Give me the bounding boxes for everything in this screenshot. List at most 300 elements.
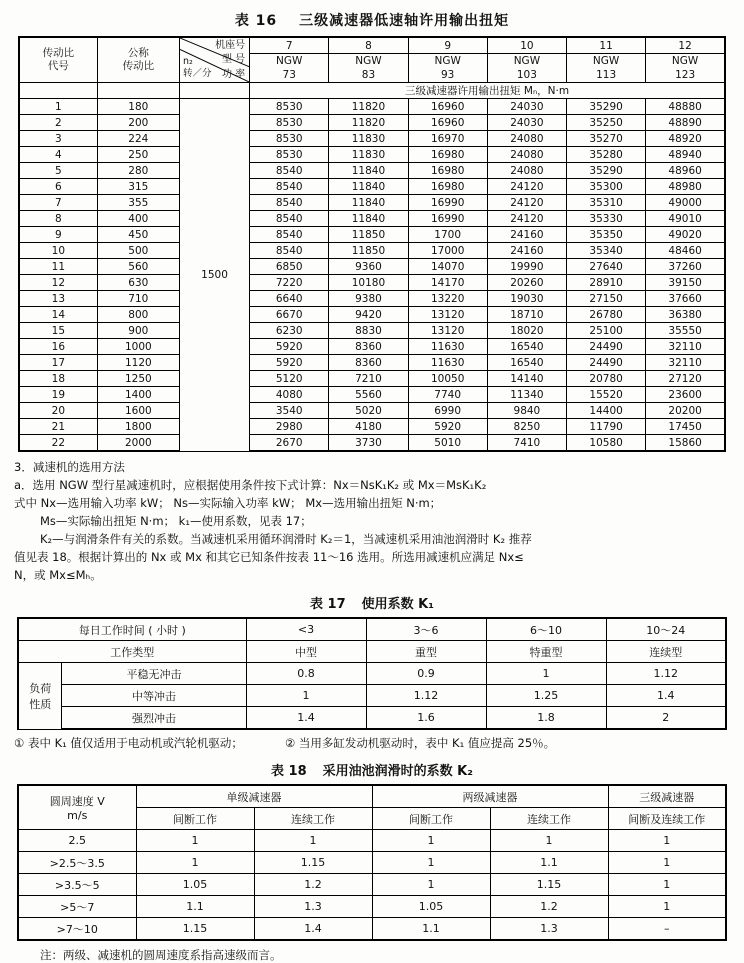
row-ratio: 630: [97, 275, 179, 291]
table18-cell: –: [608, 918, 726, 941]
row-val: 23600: [646, 387, 725, 403]
row-val: 6850: [250, 259, 329, 275]
row-code: 8: [19, 211, 97, 227]
row-code: 17: [19, 355, 97, 371]
table18-sub-header: 间断工作: [372, 808, 490, 830]
table16-blank-cell: [97, 83, 179, 99]
table17-title-text: 使用系数 K₁: [361, 597, 434, 612]
table-row: [18, 918, 726, 941]
row-val: 13220: [408, 291, 487, 307]
row-val: 11850: [329, 227, 408, 243]
table-row: [19, 435, 725, 452]
row-ratio: 2000: [97, 435, 179, 452]
row-val: 17000: [408, 243, 487, 259]
table16-span-header: 三级减速器许用输出扭矩 Mₙ，N·m: [250, 83, 725, 99]
row-val: 24080: [487, 131, 566, 147]
table18-cell: 1.3: [490, 918, 608, 941]
row-val: 10580: [567, 435, 646, 452]
table17-row-label: 平稳无冲击: [62, 663, 246, 685]
table17-type-value: 特重型: [486, 641, 606, 663]
row-ratio: 800: [97, 307, 179, 323]
row-val: 20780: [567, 371, 646, 387]
table16-frame-no: 12: [646, 37, 725, 54]
row-val: 24160: [487, 227, 566, 243]
row-val: 8360: [329, 339, 408, 355]
table18-cell: 1.15: [490, 874, 608, 896]
row-val: 16960: [408, 115, 487, 131]
row-val: 48890: [646, 115, 725, 131]
table18-cell: 1: [372, 874, 490, 896]
table-row: [19, 179, 725, 195]
row-val: 24120: [487, 211, 566, 227]
table18-cell: 1.3: [254, 896, 372, 918]
table18-sub-header: 间断工作: [136, 808, 254, 830]
row-code: 19: [19, 387, 97, 403]
table17-header-types: [18, 641, 726, 663]
table18-cell: 1.4: [254, 918, 372, 941]
row-val: 11830: [329, 131, 408, 147]
table16-col-nominal-ratio: 公称 传动比: [97, 37, 179, 83]
table17-cell: 0.9: [366, 663, 486, 685]
table17-cell: 1: [486, 663, 606, 685]
row-val: 3540: [250, 403, 329, 419]
table-row: [19, 403, 725, 419]
row-val: 37260: [646, 259, 725, 275]
table17-footnote-1: ① 表中 K₁ 值仅适用于电动机或汽轮机驱动；: [14, 736, 243, 750]
row-val: 14140: [487, 371, 566, 387]
row-val: 48960: [646, 163, 725, 179]
row-code: 7: [19, 195, 97, 211]
table-row: [19, 371, 725, 387]
table18-cell: 1.1: [136, 896, 254, 918]
row-val: 24030: [487, 115, 566, 131]
table-row: [18, 707, 726, 730]
table18-cell: 1.05: [372, 896, 490, 918]
row-val: 5920: [250, 339, 329, 355]
row-val: 5010: [408, 435, 487, 452]
row-val: 8830: [329, 323, 408, 339]
table18-group-single: 单级减速器: [136, 785, 372, 808]
row-val: 5020: [329, 403, 408, 419]
row-ratio: 900: [97, 323, 179, 339]
row-val: 18020: [487, 323, 566, 339]
table16-frame-no: 8: [329, 37, 408, 54]
table17-cell: 1.12: [606, 663, 726, 685]
row-val: 35310: [567, 195, 646, 211]
row-ratio: 710: [97, 291, 179, 307]
table18-cell: 1: [608, 852, 726, 874]
row-val: 11840: [329, 211, 408, 227]
table18-title-number: 表 18: [271, 764, 307, 779]
table17-type-value: 重型: [366, 641, 486, 663]
table-row: [19, 115, 725, 131]
section3-line-a: a．选用 NGW 型行星减速机时，应根据使用条件按下式计算：Nx＝NsK₁K₂ 或 Mx＝MsK₁K₂: [14, 478, 487, 492]
row-ratio: 1250: [97, 371, 179, 387]
table18-speed-header: 圆周速度 V m/s: [18, 785, 136, 830]
row-val: 8530: [250, 99, 329, 115]
row-val: 35550: [646, 323, 725, 339]
table17-cell: 0.8: [246, 663, 366, 685]
table-row: [19, 355, 725, 371]
table16-title-text: 三级减速器低速轴许用输出扭矩: [299, 13, 510, 29]
row-val: 16980: [408, 163, 487, 179]
row-code: 4: [19, 147, 97, 163]
table16-model: NGW 93: [408, 54, 487, 83]
row-val: 13120: [408, 307, 487, 323]
table17-type-value: 连续型: [606, 641, 726, 663]
table18-sub-header: 间断及连续工作: [608, 808, 726, 830]
table18-cell: 1: [608, 896, 726, 918]
table16-model: NGW 83: [329, 54, 408, 83]
row-val: 16980: [408, 147, 487, 163]
table18-cell: 1: [254, 830, 372, 852]
row-val: 17450: [646, 419, 725, 435]
row-ratio: 1120: [97, 355, 179, 371]
table18-speed: 2.5: [18, 830, 136, 852]
row-val: 19990: [487, 259, 566, 275]
row-val: 26780: [567, 307, 646, 323]
row-val: 16540: [487, 339, 566, 355]
row-val: 8540: [250, 179, 329, 195]
row-ratio: 180: [97, 99, 179, 115]
table18-sub-header: 连续工作: [254, 808, 372, 830]
row-val: 11340: [487, 387, 566, 403]
table17-hours-value: 6～10: [486, 618, 606, 641]
row-val: 48920: [646, 131, 725, 147]
row-val: 49000: [646, 195, 725, 211]
row-ratio: 450: [97, 227, 179, 243]
table16-frame-no: 10: [487, 37, 566, 54]
row-ratio: 1000: [97, 339, 179, 355]
table18-speed: >3.5～5: [18, 874, 136, 896]
row-val: 32110: [646, 339, 725, 355]
row-val: 20260: [487, 275, 566, 291]
table17-hours-value: 3～6: [366, 618, 486, 641]
row-code: 13: [19, 291, 97, 307]
row-val: 24080: [487, 147, 566, 163]
corner-label-frame-no: 机座号: [215, 40, 246, 51]
row-val: 8540: [250, 227, 329, 243]
table-row: [18, 896, 726, 918]
table18-cell: 1: [608, 830, 726, 852]
table18-speed: >2.5～3.5: [18, 852, 136, 874]
row-val: 11630: [408, 339, 487, 355]
row-ratio: 250: [97, 147, 179, 163]
table18-cell: 1: [372, 830, 490, 852]
row-code: 18: [19, 371, 97, 387]
row-ratio: 280: [97, 163, 179, 179]
table17-type-label: 工作类型: [18, 641, 246, 663]
table18-header-groups: [18, 785, 726, 808]
row-val: 9840: [487, 403, 566, 419]
row-val: 35350: [567, 227, 646, 243]
table18-group-double: 两级减速器: [372, 785, 608, 808]
table16-frame-no: 9: [408, 37, 487, 54]
table18-sub-header: 连续工作: [490, 808, 608, 830]
row-val: 18710: [487, 307, 566, 323]
table18-title: [0, 760, 744, 779]
row-rpm: 1500: [179, 99, 249, 452]
table-row: [19, 147, 725, 163]
table17-cell: 1.25: [486, 685, 606, 707]
row-val: 7210: [329, 371, 408, 387]
table17-cell: 1.12: [366, 685, 486, 707]
row-val: 16990: [408, 195, 487, 211]
table18-cell: 1.15: [136, 918, 254, 941]
table-row: [19, 275, 725, 291]
row-code: 6: [19, 179, 97, 195]
row-val: 9420: [329, 307, 408, 323]
table18-cell: 1.2: [254, 874, 372, 896]
table18-cell: 1: [372, 852, 490, 874]
row-val: 11820: [329, 99, 408, 115]
row-val: 11840: [329, 195, 408, 211]
row-code: 11: [19, 259, 97, 275]
corner-label-model: 型 号: [221, 54, 246, 65]
row-code: 12: [19, 275, 97, 291]
table-row: [18, 663, 726, 685]
row-val: 48460: [646, 243, 725, 259]
row-val: 16540: [487, 355, 566, 371]
table-row: [19, 195, 725, 211]
table18: [17, 784, 727, 941]
table-row: [18, 830, 726, 852]
row-val: 37660: [646, 291, 725, 307]
table-row: [19, 163, 725, 179]
section3-line-b3: K₂—与润滑条件有关的系数。当减速机采用循环润滑时 K₂＝1，当减速机采用油池润滑时 K₂ 推荐: [40, 532, 532, 546]
table17-cell: 1.8: [486, 707, 606, 730]
row-code: 21: [19, 419, 97, 435]
row-val: 14170: [408, 275, 487, 291]
row-val: 32110: [646, 355, 725, 371]
table18-speed: >7～10: [18, 918, 136, 941]
table-row: [18, 874, 726, 896]
row-val: 39150: [646, 275, 725, 291]
row-val: 27120: [646, 371, 725, 387]
row-val: 11820: [329, 115, 408, 131]
row-val: 14400: [567, 403, 646, 419]
table17-footnote-2: ② 当用多缸发动机驱动时，表中 K₁ 值应提高 25％。: [284, 736, 556, 750]
table-row: [19, 307, 725, 323]
row-val: 35250: [567, 115, 646, 131]
row-code: 16: [19, 339, 97, 355]
row-val: 35290: [567, 99, 646, 115]
page: [0, 10, 744, 962]
section3-line-b5: N，或 Mx≤Mₕ。: [14, 568, 102, 582]
table18-cell: 1.1: [490, 852, 608, 874]
row-ratio: 560: [97, 259, 179, 275]
row-val: 24160: [487, 243, 566, 259]
row-val: 27640: [567, 259, 646, 275]
row-val: 11630: [408, 355, 487, 371]
table16-title: [0, 10, 744, 30]
table18-cell: 1: [136, 852, 254, 874]
row-val: 15520: [567, 387, 646, 403]
row-val: 36380: [646, 307, 725, 323]
row-val: 8540: [250, 243, 329, 259]
row-val: 35270: [567, 131, 646, 147]
row-val: 3730: [329, 435, 408, 452]
table16-corner-header: [179, 37, 249, 83]
row-val: 1700: [408, 227, 487, 243]
row-ratio: 1800: [97, 419, 179, 435]
row-ratio: 500: [97, 243, 179, 259]
row-val: 49020: [646, 227, 725, 243]
table-row: [19, 323, 725, 339]
section3-line-b2: Ms—实际输出扭矩 N·m； k₁—使用系数，见表 17；: [40, 514, 312, 528]
table17-header-hours: [18, 618, 726, 641]
row-val: 5920: [250, 355, 329, 371]
row-ratio: 1600: [97, 403, 179, 419]
row-val: 24490: [567, 355, 646, 371]
row-ratio: 315: [97, 179, 179, 195]
table-row: [19, 99, 725, 115]
table17-cell: 1.6: [366, 707, 486, 730]
table-row: [19, 243, 725, 259]
row-code: 1: [19, 99, 97, 115]
row-val: 6990: [408, 403, 487, 419]
row-val: 24120: [487, 179, 566, 195]
table17-cell: 1.4: [246, 707, 366, 730]
table18-cell: 1: [490, 830, 608, 852]
table18-speed: >5～7: [18, 896, 136, 918]
table-row: [19, 387, 725, 403]
table17-footnotes: [14, 735, 730, 751]
section3-line-b4: 值见表 18。根据计算出的 Nx 或 Mx 和其它已知条件按表 11～16 选用。所选用减速机应满足 Nx≤: [14, 550, 524, 564]
section3-heading: 3．减速机的选用方法: [14, 460, 125, 474]
table-row: [19, 291, 725, 307]
row-val: 2980: [250, 419, 329, 435]
row-val: 24080: [487, 163, 566, 179]
table17-hours-label: 每日工作时间 ( 小时 ): [18, 618, 246, 641]
table17-cell: 1.4: [606, 685, 726, 707]
row-val: 7740: [408, 387, 487, 403]
row-ratio: 200: [97, 115, 179, 131]
row-val: 16990: [408, 211, 487, 227]
row-code: 22: [19, 435, 97, 452]
table-row: [19, 131, 725, 147]
row-val: 9360: [329, 259, 408, 275]
row-val: 5920: [408, 419, 487, 435]
corner-label-n2: n₂: [182, 56, 193, 67]
row-ratio: 400: [97, 211, 179, 227]
row-val: 5560: [329, 387, 408, 403]
table18-cell: 1: [608, 874, 726, 896]
corner-label-rpm-unit: 转／分: [182, 68, 212, 79]
table17-cell: 1: [246, 685, 366, 707]
row-ratio: 1400: [97, 387, 179, 403]
row-val: 8540: [250, 195, 329, 211]
row-val: 6230: [250, 323, 329, 339]
table17-title: [0, 593, 744, 612]
table-row: [19, 211, 725, 227]
row-val: 11840: [329, 163, 408, 179]
row-val: 35280: [567, 147, 646, 163]
table17-row-label: 中等冲击: [62, 685, 246, 707]
row-val: 13120: [408, 323, 487, 339]
table17-vertical-label: 负荷 性质: [18, 663, 62, 730]
table18-cell: 1.05: [136, 874, 254, 896]
table17-type-value: 中型: [246, 641, 366, 663]
table16-col-ratio-code: 传动比 代号: [19, 37, 97, 83]
row-val: 25100: [567, 323, 646, 339]
row-val: 6640: [250, 291, 329, 307]
row-val: 11850: [329, 243, 408, 259]
row-val: 11790: [567, 419, 646, 435]
row-val: 8540: [250, 211, 329, 227]
row-val: 27150: [567, 291, 646, 307]
row-val: 10050: [408, 371, 487, 387]
row-val: 48880: [646, 99, 725, 115]
row-val: 11830: [329, 147, 408, 163]
table17: [17, 617, 727, 730]
row-val: 8530: [250, 115, 329, 131]
table18-cell: 1.1: [372, 918, 490, 941]
row-val: 15860: [646, 435, 725, 452]
table17-hours-value: 10～24: [606, 618, 726, 641]
row-val: 24490: [567, 339, 646, 355]
row-val: 48940: [646, 147, 725, 163]
row-val: 4180: [329, 419, 408, 435]
table16-model: NGW 123: [646, 54, 725, 83]
row-val: 49010: [646, 211, 725, 227]
row-val: 24120: [487, 195, 566, 211]
table17-row-label: 强烈冲击: [62, 707, 246, 730]
row-code: 9: [19, 227, 97, 243]
table16-blank-cell: [19, 83, 97, 99]
table16-blank-cell: [179, 83, 249, 99]
corner-label-power: 功 率: [221, 69, 246, 80]
row-val: 8530: [250, 131, 329, 147]
row-val: 24030: [487, 99, 566, 115]
section3-line-b1: 式中 Nx—选用输入功率 kW； Ns—实际输入功率 kW； Mx—选用输出扭矩 N·m；: [14, 496, 442, 510]
row-val: 4080: [250, 387, 329, 403]
row-val: 7410: [487, 435, 566, 452]
table17-cell: 2: [606, 707, 726, 730]
table-row: [19, 227, 725, 243]
row-val: 9380: [329, 291, 408, 307]
table-row: [18, 852, 726, 874]
row-val: 35300: [567, 179, 646, 195]
row-val: 2670: [250, 435, 329, 452]
row-val: 8540: [250, 163, 329, 179]
row-val: 19030: [487, 291, 566, 307]
table18-cell: 1: [136, 830, 254, 852]
table16-title-number: 表 16: [234, 13, 278, 29]
row-val: 11840: [329, 179, 408, 195]
row-code: 14: [19, 307, 97, 323]
table-row: [18, 685, 726, 707]
row-val: 5120: [250, 371, 329, 387]
row-code: 2: [19, 115, 97, 131]
row-ratio: 224: [97, 131, 179, 147]
table-row: [19, 339, 725, 355]
row-val: 16970: [408, 131, 487, 147]
row-val: 8250: [487, 419, 566, 435]
row-val: 35340: [567, 243, 646, 259]
table16-frame-no: 7: [250, 37, 329, 54]
row-code: 5: [19, 163, 97, 179]
table18-group-triple: 三级减速器: [608, 785, 726, 808]
row-code: 3: [19, 131, 97, 147]
table18-cell: 1.2: [490, 896, 608, 918]
row-val: 7220: [250, 275, 329, 291]
table-row: [19, 259, 725, 275]
row-val: 8530: [250, 147, 329, 163]
row-val: 28910: [567, 275, 646, 291]
table16: [18, 36, 726, 452]
table18-title-text: 采用油池润滑时的系数 K₂: [322, 764, 473, 779]
